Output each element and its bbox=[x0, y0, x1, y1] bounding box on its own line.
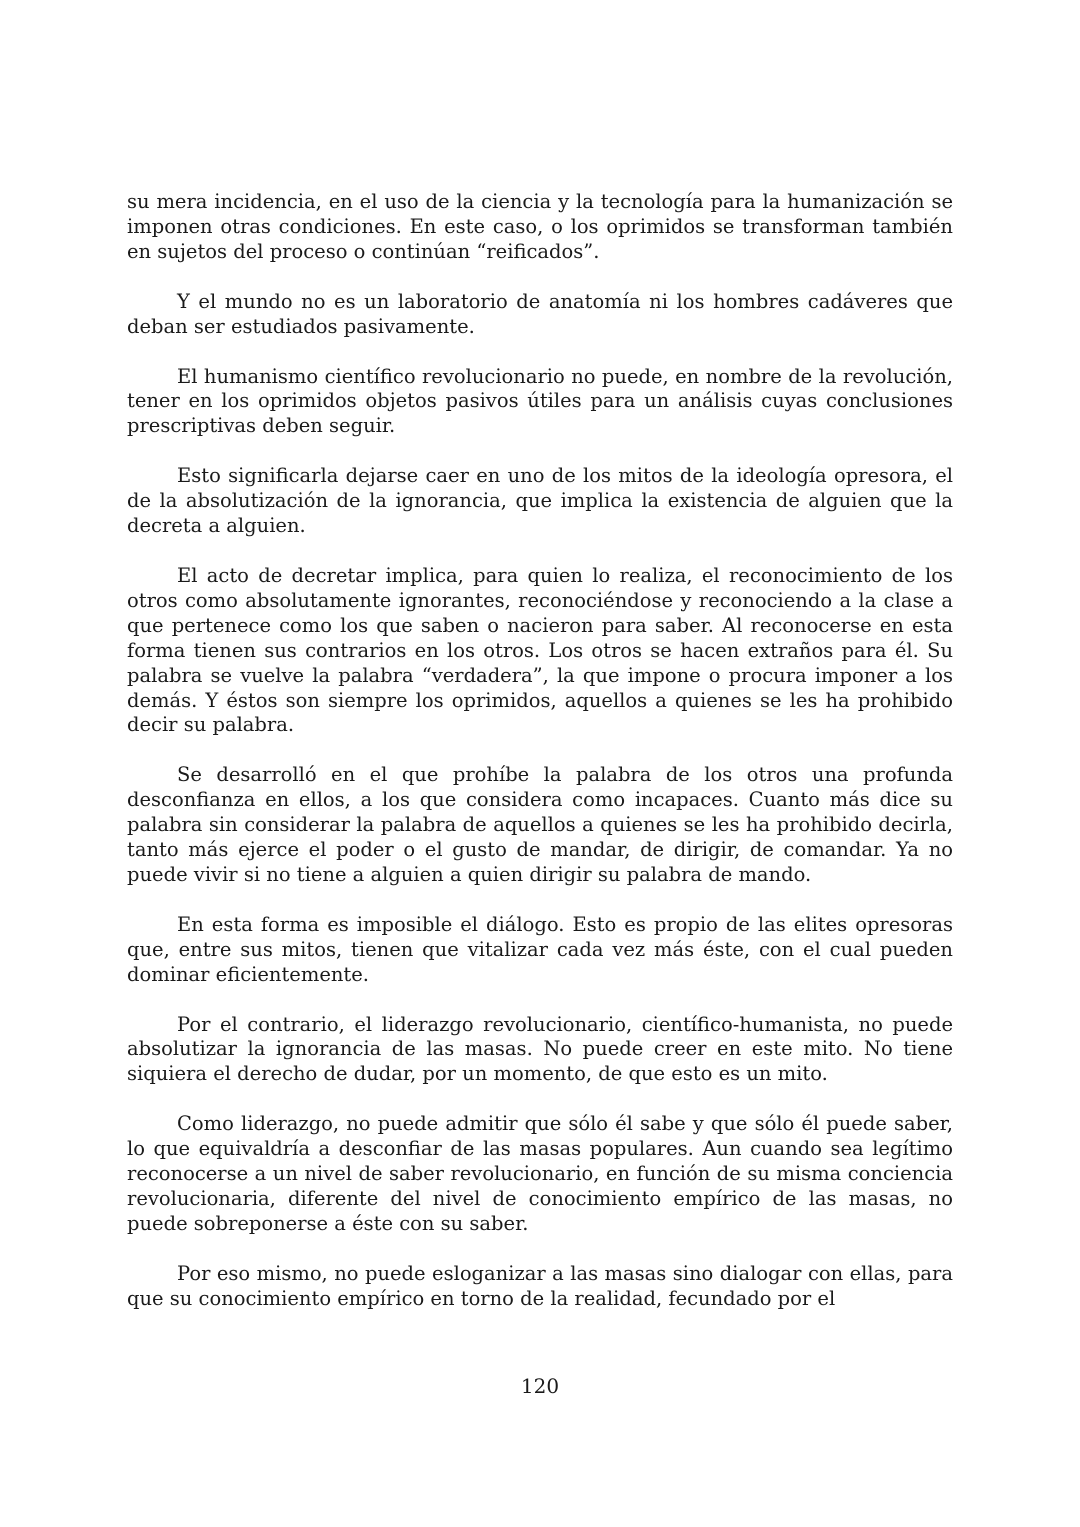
paragraph: El acto de decretar implica, para quien lo realiza, el reconocimiento de los otros como absolutamente ignorantes, reconociéndose y reconociendo a la clase a que pertenece como los que saben o nacieron para saber. Al reconocerse en esta forma tienen sus contrarios en los otros. Los otros se hacen extraños para él. Su palabra se vuelve la palabra “verdadera”, la que impone o procura imponer a los demás. Y éstos son siempre los oprimidos, aquellos a quienes se les ha prohibido decir su palabra. bbox=[127, 563, 953, 737]
paragraph: Se desarrolló en el que prohíbe la palabra de los otros una profunda desconfianza en ellos, a los que considera como incapaces. Cuanto más dice su palabra sin considerar la palabra de aquellos a quienes se les ha prohibido decirla, tanto más ejerce el poder o el gusto de mandar, de dirigir, de comandar. Ya no puede vivir si no tiene a alguien a quien dirigir su palabra de mando. bbox=[127, 763, 953, 886]
page-number: 120 bbox=[520, 1374, 560, 1398]
paragraph: Esto significarla dejarse caer en uno de los mitos de la ideología opresora, el de la absolutización de la ignorancia, que implica la existencia de alguien que la decreta a alguien. bbox=[127, 464, 953, 538]
paragraph: Por el contrario, el liderazgo revolucionario, científico-humanista, no puede absolutizar la ignorancia de las masas. No puede creer en este mito. No tiene siquiera el derecho de dudar, por un momento, de que esto es un mito. bbox=[127, 1012, 953, 1086]
page-body bbox=[127, 190, 953, 1337]
paragraph: Y el mundo no es un laboratorio de anatomía ni los hombres cadáveres que deban ser estudiados pasivamente. bbox=[127, 289, 953, 338]
paragraph: En esta forma es imposible el diálogo. Esto es propio de las elites opresoras que, entre sus mitos, tienen que vitalizar cada vez más éste, con el cual pueden dominar eficientemente. bbox=[127, 912, 953, 986]
paragraph: Como liderazgo, no puede admitir que sólo él sabe y que sólo él puede saber, lo que equivaldría a desconfiar de las masas populares. Aun cuando sea legítimo reconocerse a un nivel de saber revolucionario, en función de su misma conciencia revolucionaria, diferente del nivel de conocimiento empírico de las masas, no puede sobreponerse a éste con su saber. bbox=[127, 1112, 953, 1235]
paragraph: El humanismo científico revolucionario no puede, en nombre de la revolución, tener en los oprimidos objetos pasivos útiles para un análisis cuyas conclusiones prescriptivas deben seguir. bbox=[127, 364, 953, 438]
paragraph: su mera incidencia, en el uso de la ciencia y la tecnología para la humanización se imponen otras condiciones. En este caso, o los oprimidos se transforman también en sujetos del proceso o continúan “reificados”. bbox=[127, 190, 953, 263]
paragraph: Por eso mismo, no puede esloganizar a las masas sino dialogar con ellas, para que su conocimiento empírico en torno de la realidad, fecundado por el bbox=[127, 1261, 953, 1310]
